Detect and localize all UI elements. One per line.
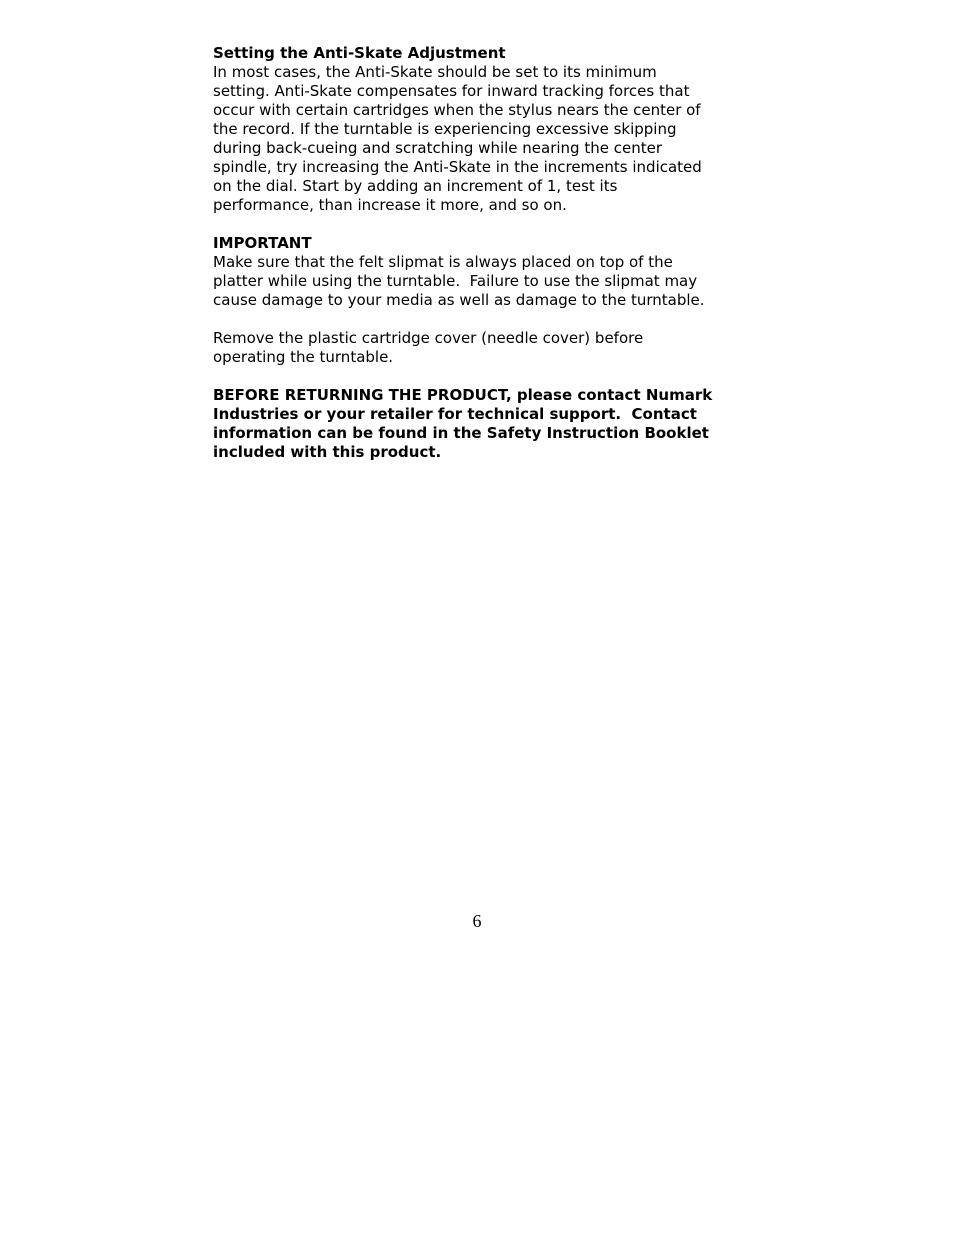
paragraph-line: Industries or your retailer for technical support. Contact xyxy=(213,405,697,423)
cartridge-cover-paragraph xyxy=(213,329,753,367)
paragraph-line: information can be found in the Safety Instruction Booklet xyxy=(213,424,709,442)
important-paragraph xyxy=(213,253,753,310)
page-content xyxy=(213,44,753,462)
paragraph-line: included with this product. xyxy=(213,443,442,461)
paragraph-line: occur with certain cartridges when the stylus nears the center of xyxy=(213,101,701,119)
paragraph-line: Remove the plastic cartridge cover (needle cover) before xyxy=(213,329,644,347)
paragraph-line: Make sure that the felt slipmat is always placed on top of the xyxy=(213,253,673,271)
paragraph-line: spindle, try increasing the Anti-Skate in the increments indicated xyxy=(213,158,702,176)
paragraph-line: In most cases, the Anti-Skate should be set to its minimum xyxy=(213,63,657,81)
paragraph-line: BEFORE RETURNING THE PRODUCT, please contact Numark xyxy=(213,386,713,404)
paragraph-line: operating the turntable. xyxy=(213,348,394,366)
paragraph-line: the record. If the turntable is experiencing excessive skipping xyxy=(213,120,677,138)
spacer xyxy=(213,310,753,329)
spacer xyxy=(213,367,753,386)
paragraph-line: cause damage to your media as well as damage to the turntable. xyxy=(213,291,705,309)
spacer xyxy=(213,215,753,234)
page-number: 6 xyxy=(472,911,482,931)
paragraph-line: on the dial. Start by adding an increment of 1, test its xyxy=(213,177,618,195)
anti-skate-heading: Setting the Anti-Skate Adjustment xyxy=(213,44,506,62)
paragraph-line: during back-cueing and scratching while nearing the center xyxy=(213,139,662,157)
important-heading: IMPORTANT xyxy=(213,234,312,252)
paragraph-line: performance, than increase it more, and so on. xyxy=(213,196,567,214)
returning-notice-paragraph xyxy=(213,386,753,462)
paragraph-line: platter while using the turntable. Failure to use the slipmat may xyxy=(213,272,698,290)
paragraph-line: setting. Anti-Skate compensates for inward tracking forces that xyxy=(213,82,690,100)
anti-skate-paragraph xyxy=(213,63,753,215)
